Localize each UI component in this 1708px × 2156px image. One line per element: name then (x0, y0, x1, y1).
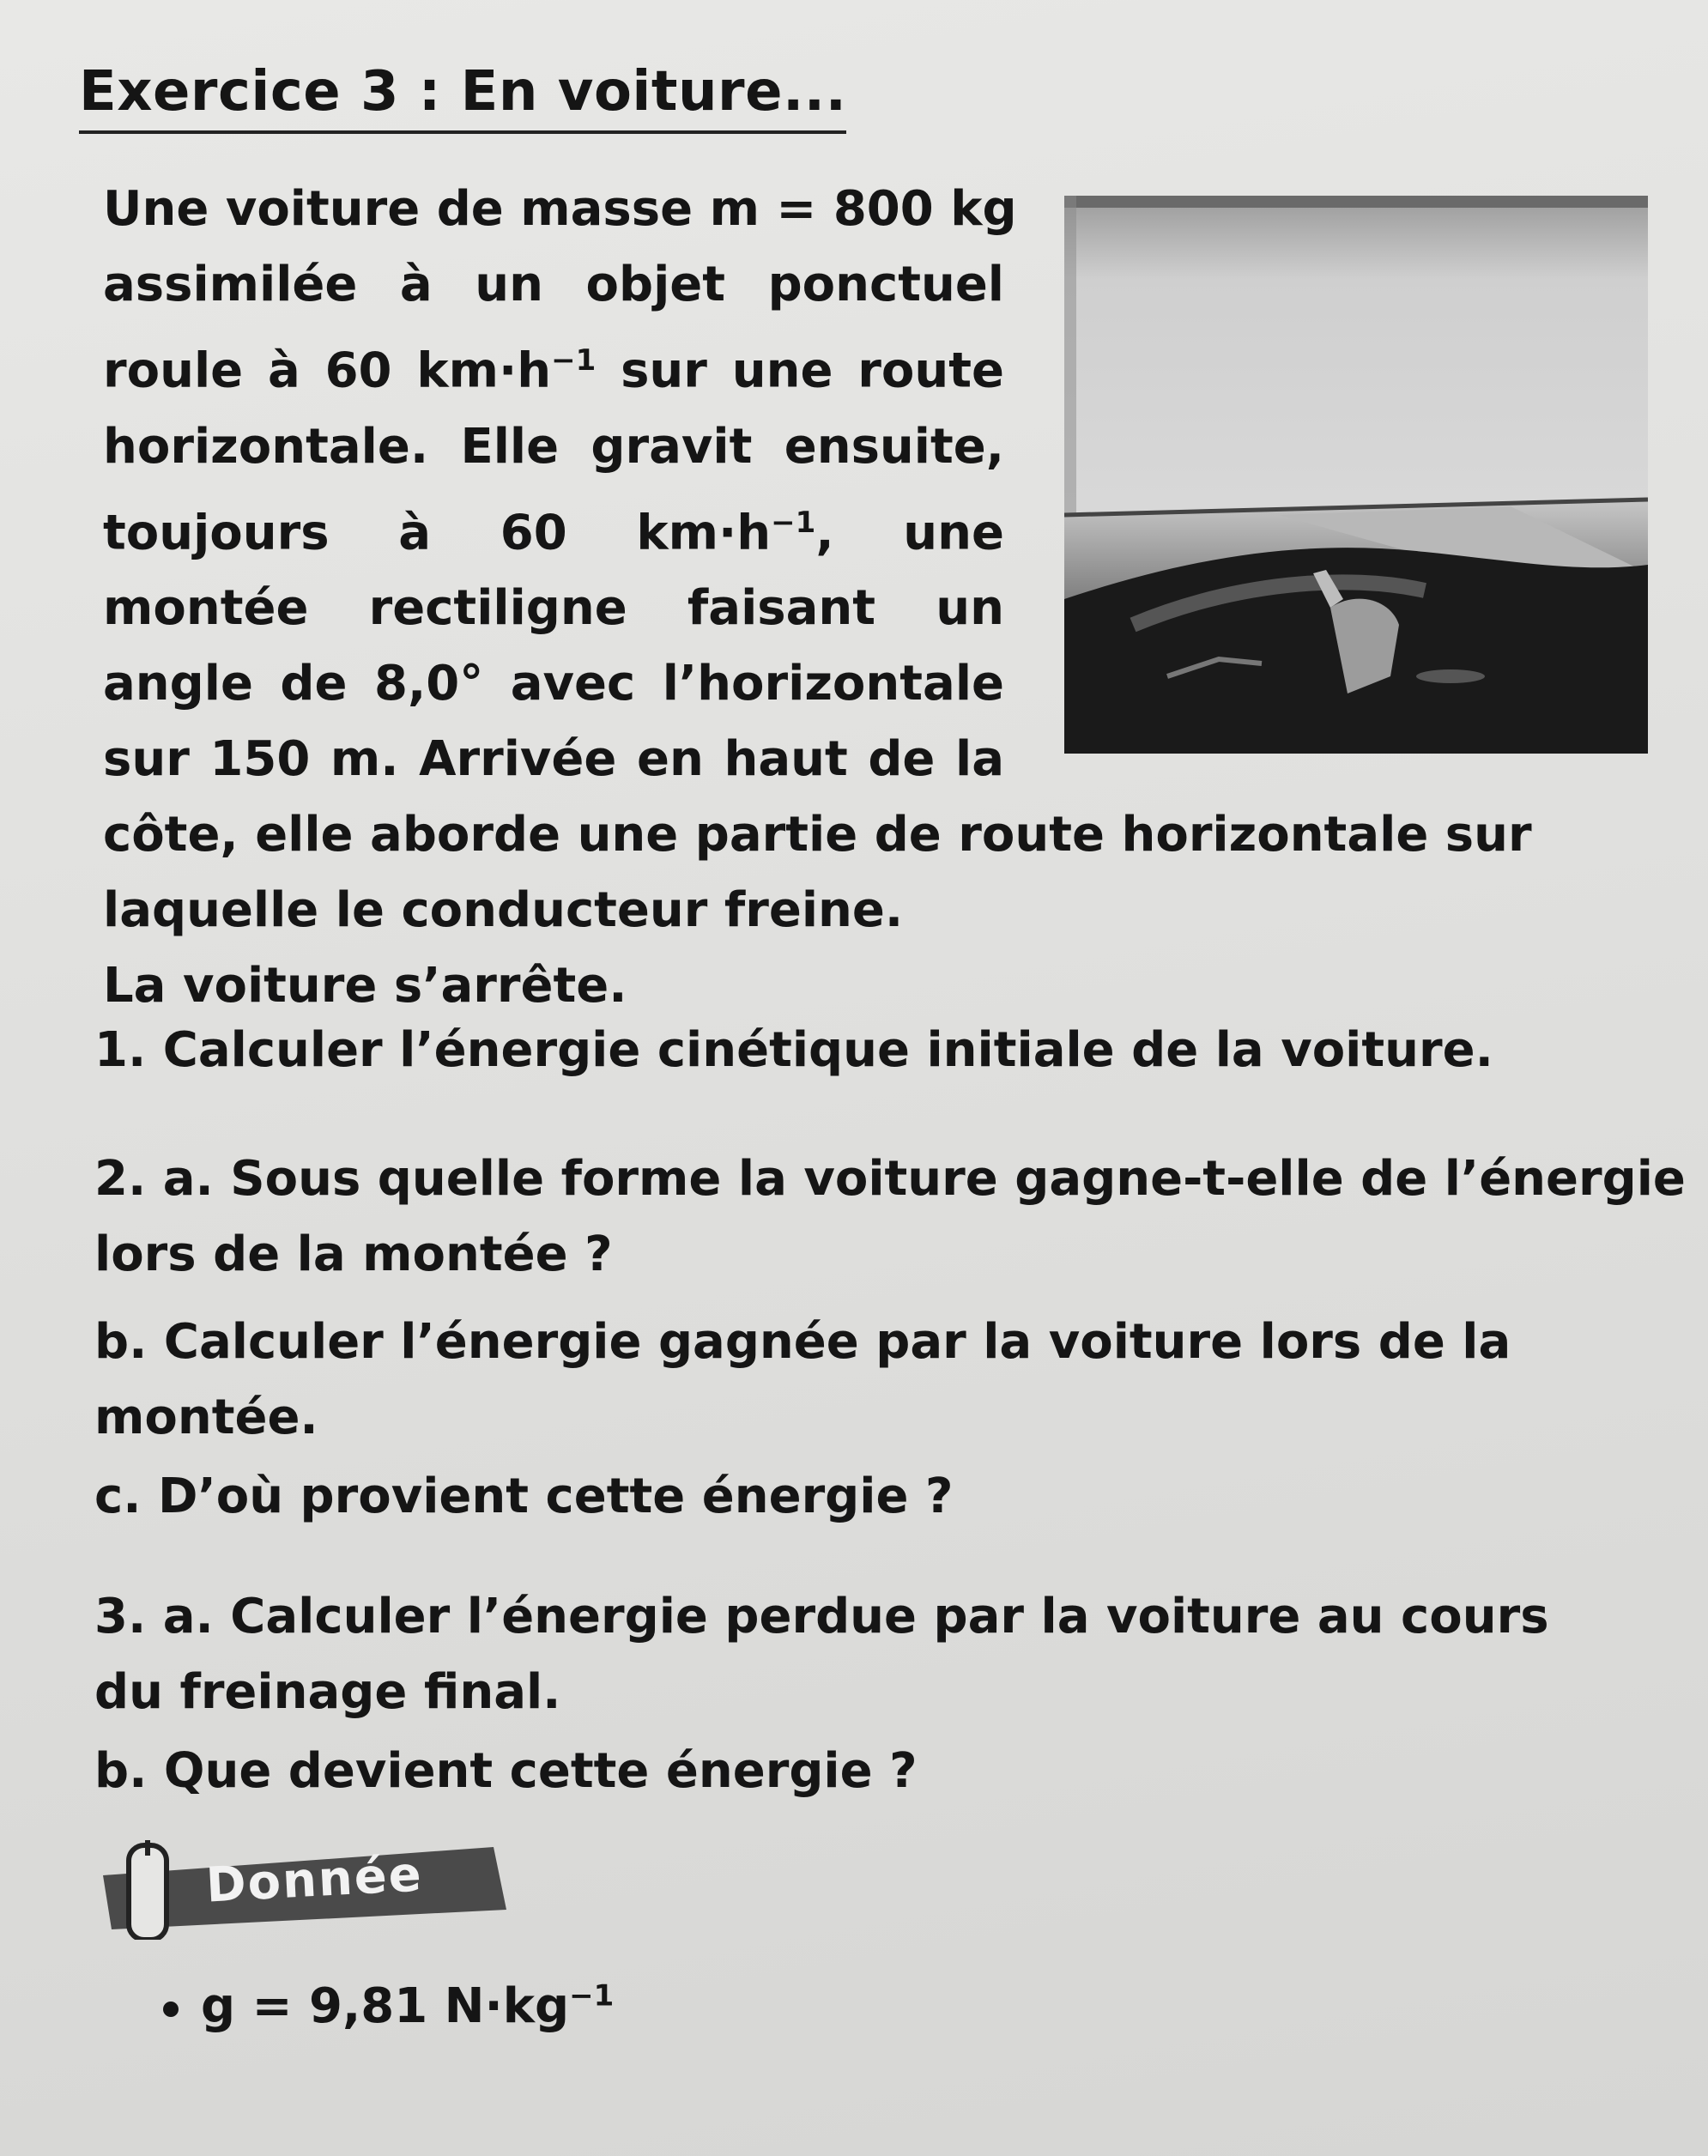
question-2a: 2. a. Sous quelle forme la voiture gagne-t-elle de l’énergie lors de la montée ? (94, 1151, 1686, 1282)
statement-line: côte, elle aborde une partie de route horizontale sur (103, 807, 1532, 863)
car-photo (1064, 196, 1648, 754)
statement-line: roule à 60 $km\cdot h^{-1}$ sur une route (103, 342, 1004, 399)
question-2b: b. Calculer l’énergie gagnée par la voiture lors de la montée. (94, 1314, 1511, 1445)
statement-line: assimilée à un objet ponctuel (103, 257, 1004, 312)
statement-line: sur 150 m. Arrivée en haut de la (103, 731, 1004, 788)
question-3b: b. Que devient cette énergie ? (94, 1743, 918, 1799)
bullet-icon (163, 2002, 179, 2017)
statement-line: Une voiture de masse m = 800 kg (103, 181, 1017, 237)
question-3a: 3. a. Calculer l’énergie perdue par la voiture au cours du freinage final. (94, 1589, 1549, 1720)
statement-line: angle de 8,0° avec l’horizontale (103, 656, 1004, 712)
statement-line: toujours à 60 $km\cdot h^{-1}$, une (103, 505, 1004, 561)
statement-line: horizontale. Elle gravit ensuite, (103, 418, 1004, 475)
exercise-title: Exercice 3 : En voiture... (79, 60, 846, 134)
donnee-item: g = 9,81 $N\cdot kg^{-1}$ (163, 1978, 614, 2034)
question-2c: c. D’où provient cette énergie ? (94, 1469, 954, 1524)
question-1: 1. Calculer l’énergie cinétique initiale de la voiture. (94, 1022, 1493, 1078)
donnee-label: Donnée (204, 1846, 425, 1914)
statement-line: La voiture s’arrête. (103, 958, 627, 1014)
statement-line: montée rectiligne faisant un (103, 580, 1004, 637)
statement-line: laquelle le conducteur freine. (103, 882, 904, 939)
